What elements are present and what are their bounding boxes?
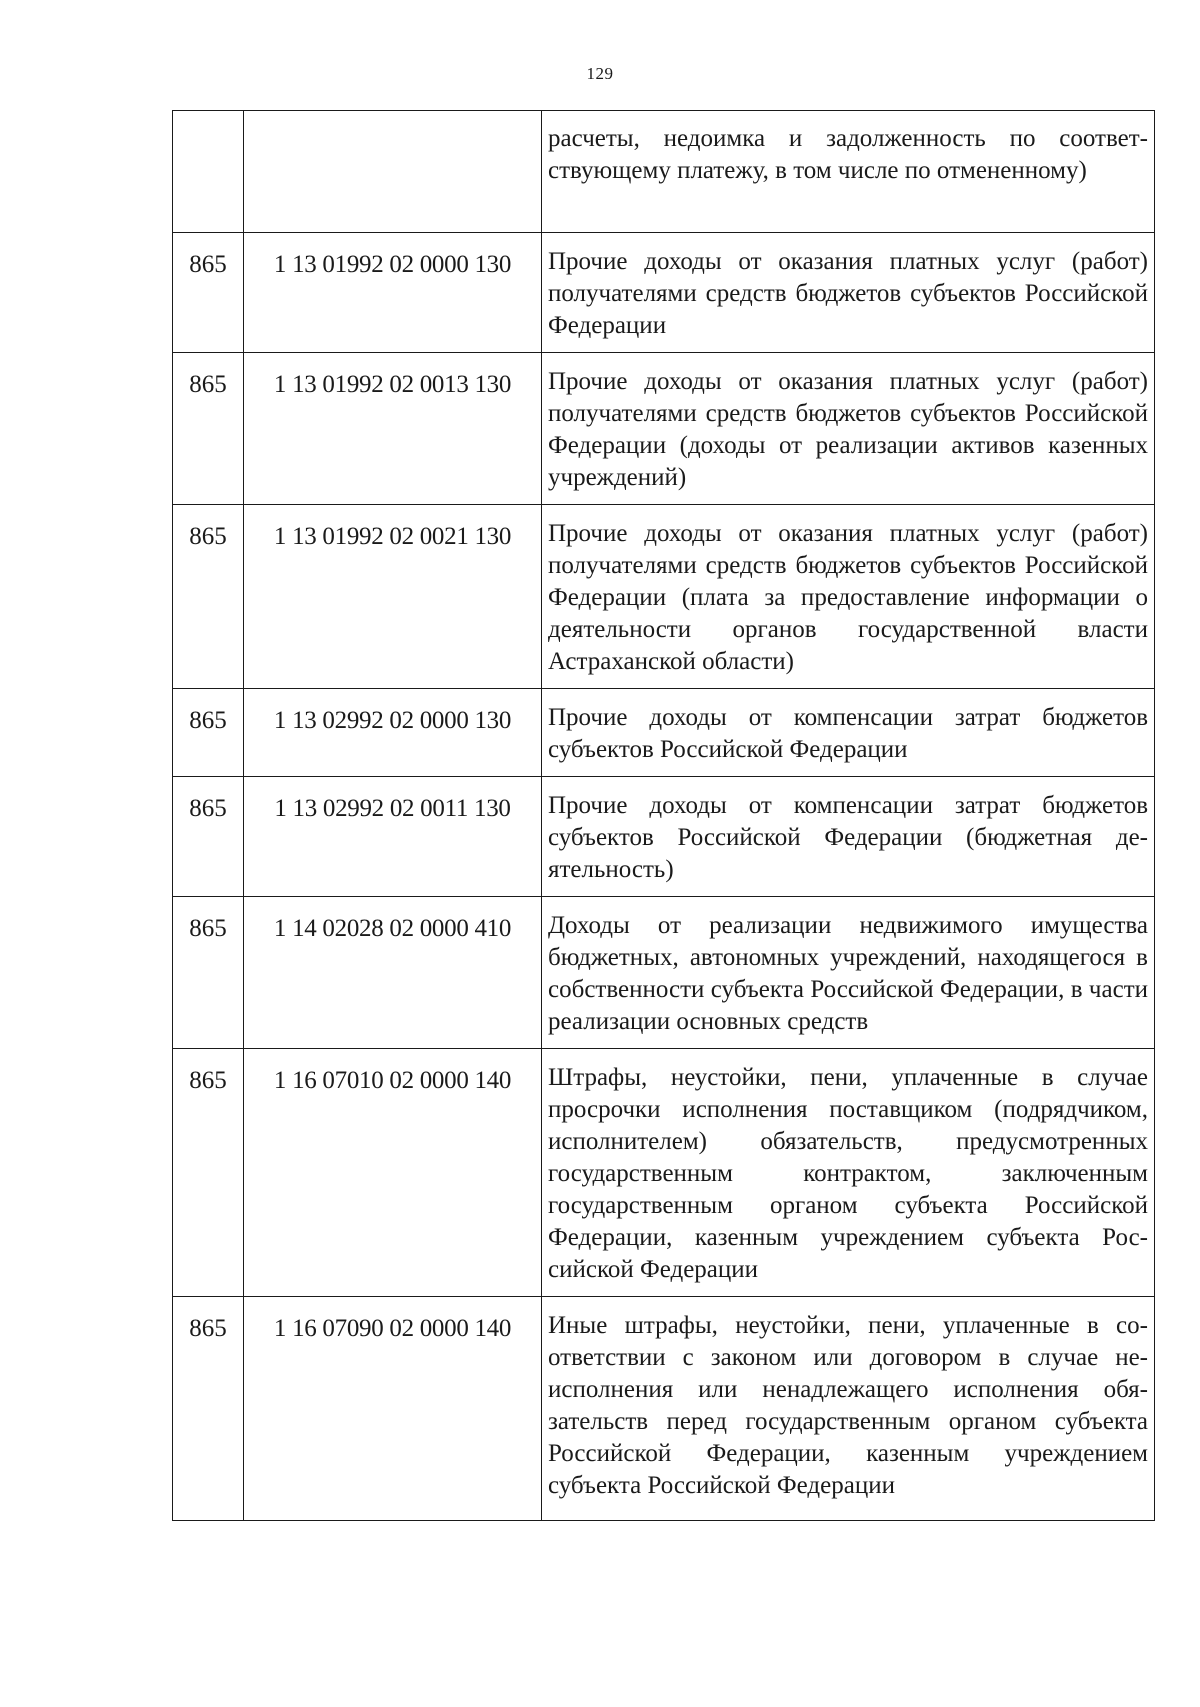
table-row <box>173 689 1155 777</box>
table-row <box>173 1297 1155 1521</box>
budget-code-cell: 1 14 02028 02 0000 410 <box>244 897 542 1049</box>
description-cell: расчеты, недоимка и задолженность по соответствующему платежу, в том числе по отмененному) <box>542 111 1155 233</box>
description-cell: Доходы от реализации недвижимого имущества бюджетных, автономных учреждений, находящегося в собственности субъекта Российской Федерации, в части реализации основных средств <box>542 897 1155 1049</box>
budget-code-cell: 1 13 01992 02 0000 130 <box>244 233 542 353</box>
budget-code-cell: 1 16 07090 02 0000 140 <box>244 1297 542 1521</box>
description-cell: Прочие доходы от компенсации затрат бюджетов субъектов Российской Федерации (бюджетная деятельность) <box>542 777 1155 897</box>
table-row <box>173 111 1155 233</box>
budget-code-cell: 1 13 01992 02 0021 130 <box>244 505 542 689</box>
table-row <box>173 505 1155 689</box>
admin-code-cell: 865 <box>173 1297 244 1521</box>
table-row <box>173 1049 1155 1297</box>
table-row <box>173 233 1155 353</box>
admin-code-cell: 865 <box>173 689 244 777</box>
admin-code-cell: 865 <box>173 353 244 505</box>
admin-code-cell: 865 <box>173 233 244 353</box>
budget-code-cell: 1 13 02992 02 0000 130 <box>244 689 542 777</box>
budget-code-cell: 1 13 02992 02 0011 130 <box>244 777 542 897</box>
admin-code-cell: 865 <box>173 777 244 897</box>
description-cell: Штрафы, неустойки, пени, уплаченные в случае просрочки исполнения поставщиком (подрядчиком, исполнителем) обязательств, предусмотренных государственным контрактом, заключенным государственным органом субъекта Российской Федерации, казенным учреждением субъекта Российской Федерации <box>542 1049 1155 1297</box>
table-row <box>173 353 1155 505</box>
budget-code-cell: 1 13 01992 02 0013 130 <box>244 353 542 505</box>
budget-code-cell <box>244 111 542 233</box>
admin-code-cell: 865 <box>173 897 244 1049</box>
description-cell: Прочие доходы от оказания платных услуг (работ) получателями средств бюджетов субъектов Российской Федерации (плата за предоставление информации о деятельности органов государственной власти Астраханской области) <box>542 505 1155 689</box>
admin-code-cell: 865 <box>173 1049 244 1297</box>
description-cell: Прочие доходы от оказания платных услуг (работ) получателями средств бюджетов субъектов Российской Федерации <box>542 233 1155 353</box>
revenue-code-table <box>172 110 1155 1521</box>
table-row <box>173 897 1155 1049</box>
table-row <box>173 777 1155 897</box>
description-cell: Прочие доходы от оказания платных услуг (работ) получателями средств бюджетов субъектов Российской Федерации (доходы от реализации активов казенных учреждений) <box>542 353 1155 505</box>
budget-code-cell: 1 16 07010 02 0000 140 <box>244 1049 542 1297</box>
page-number: 129 <box>586 64 614 83</box>
description-cell: Иные штрафы, неустойки, пени, уплаченные в соответствии с законом или договором в случае неисполнения или ненадлежащего исполнения обязательств перед государственным органом субъекта Российской Федерации, казенным учреждением субъекта Российской Федерации <box>542 1297 1155 1521</box>
admin-code-cell <box>173 111 244 233</box>
admin-code-cell: 865 <box>173 505 244 689</box>
description-cell: Прочие доходы от компенсации затрат бюджетов субъектов Российской Федерации <box>542 689 1155 777</box>
